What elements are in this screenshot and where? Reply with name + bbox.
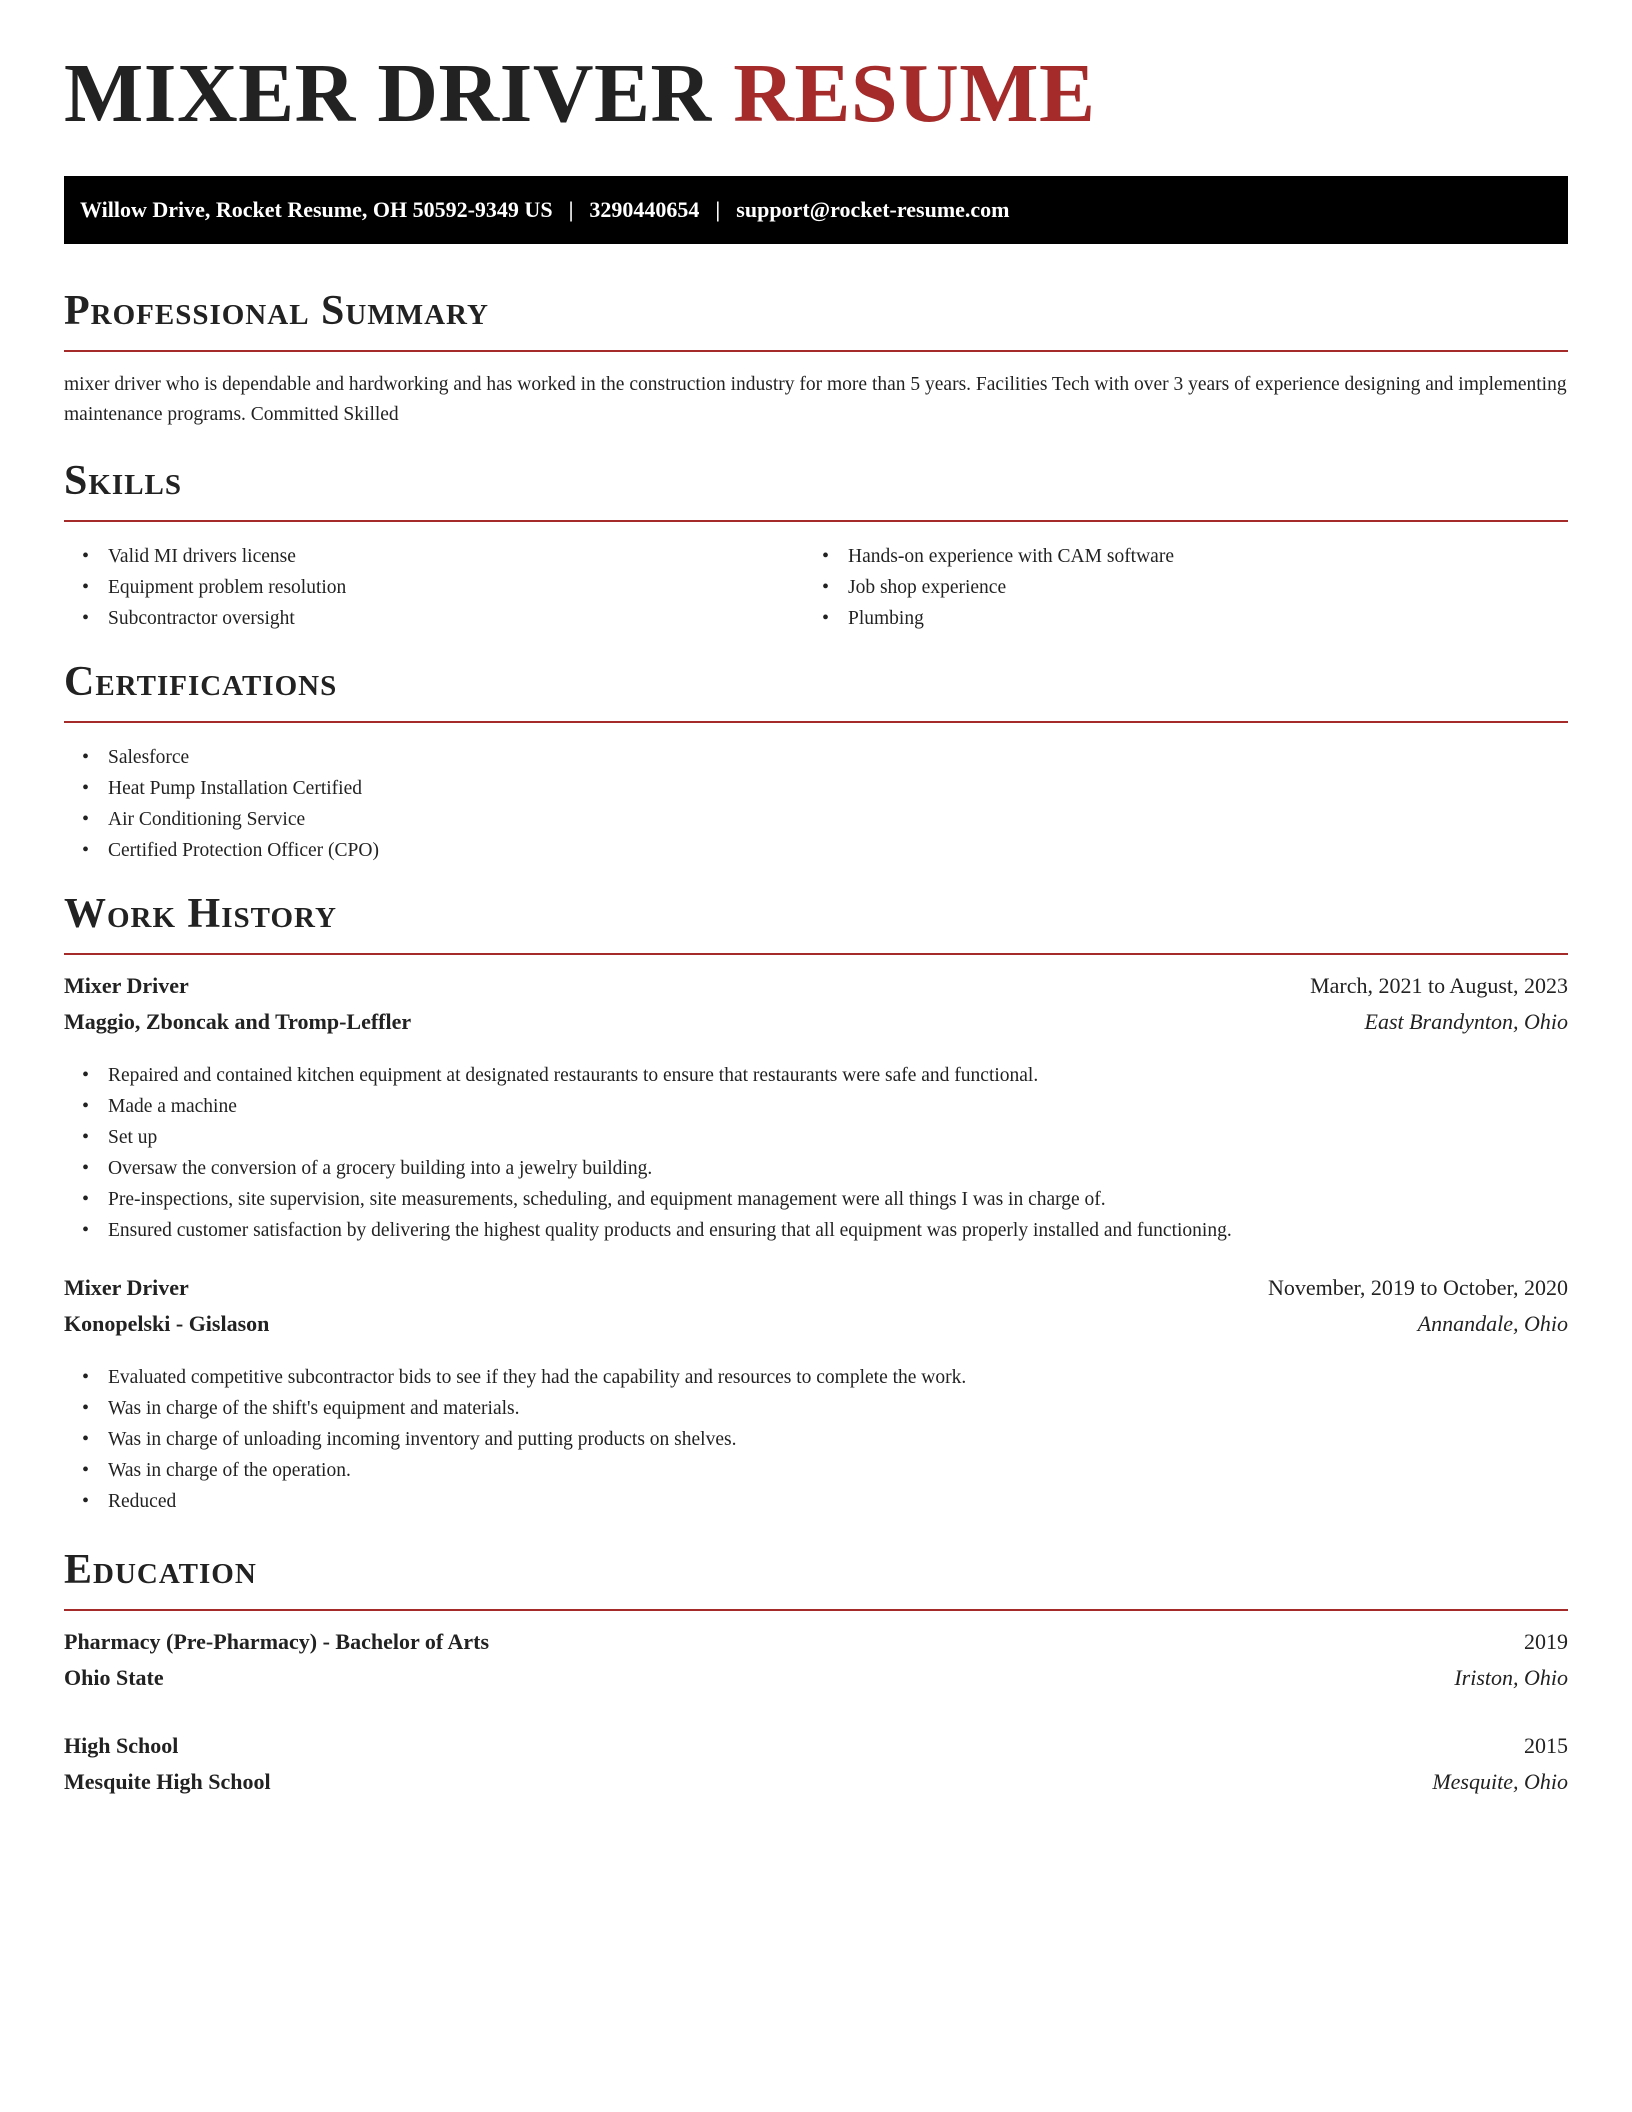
contact-separator: | xyxy=(568,197,574,222)
certification-item: • Air Conditioning Service xyxy=(64,804,379,835)
skills-left-column xyxy=(64,541,804,634)
title-accent: RESUME xyxy=(733,47,1096,140)
job-bullet: • Made a machine xyxy=(64,1091,1232,1122)
education-heading: Education xyxy=(64,1547,257,1593)
section-divider xyxy=(64,520,1568,522)
section-divider xyxy=(64,350,1568,352)
title-main: MIXER DRIVER xyxy=(64,47,712,140)
job-bullet: • Was in charge of the operation. xyxy=(64,1455,966,1486)
job-bullet: • Ensured customer satisfaction by delivering the highest quality products and ensuring that all equipment was properly installed and functioning. xyxy=(64,1215,1232,1246)
summary-heading: Professional Summary xyxy=(64,288,489,334)
contact-address: Willow Drive, Rocket Resume, OH 50592-9349 US xyxy=(80,197,553,222)
job-company: Konopelski - Gislason xyxy=(64,1311,270,1336)
certification-item: • Heat Pump Installation Certified xyxy=(64,773,379,804)
job-bullets xyxy=(64,1060,1232,1246)
job-bullet: • Repaired and contained kitchen equipment at designated restaurants to ensure that restaurants were safe and functional. xyxy=(64,1060,1232,1091)
education-year: 2015 xyxy=(1524,1733,1568,1758)
education-subheader xyxy=(64,1769,1568,1795)
section-divider xyxy=(64,953,1568,955)
contact-separator: | xyxy=(715,197,721,222)
skill-item: • Valid MI drivers license xyxy=(64,541,804,572)
job-location: East Brandynton, Ohio xyxy=(1364,1009,1568,1034)
education-location: Mesquite, Ohio xyxy=(1432,1769,1568,1794)
job-dates: November, 2019 to October, 2020 xyxy=(1267,1275,1568,1300)
job-title: Mixer Driver xyxy=(64,1275,189,1300)
education-degree: High School xyxy=(64,1733,179,1758)
skills-right-column xyxy=(804,541,1544,634)
job-bullets xyxy=(64,1362,966,1517)
job-bullet: • Set up xyxy=(64,1122,1232,1153)
education-header xyxy=(64,1629,1568,1655)
certifications-heading: Certifications xyxy=(64,659,338,705)
job-location: Annandale, Ohio xyxy=(1417,1311,1568,1336)
section-divider xyxy=(64,721,1568,723)
skill-item: • Hands-on experience with CAM software xyxy=(804,541,1544,572)
job-company: Maggio, Zboncak and Tromp-Leffler xyxy=(64,1009,412,1034)
summary-text: mixer driver who is dependable and hardworking and has worked in the construction industry for more than 5 years. Facilities Tech with over 3 years of experience designing and implementing maintenance programs. Committed Skilled xyxy=(64,374,1567,425)
skill-item: • Job shop experience xyxy=(804,572,1544,603)
skills-list xyxy=(64,541,1568,634)
skills-heading: Skills xyxy=(64,458,183,504)
education-year: 2019 xyxy=(1524,1629,1568,1654)
job-bullet: • Pre-inspections, site supervision, site measurements, scheduling, and equipment management were all things I was in charge of. xyxy=(64,1184,1232,1215)
skill-item: • Subcontractor oversight xyxy=(64,603,804,634)
job-bullet: • Was in charge of the shift's equipment and materials. xyxy=(64,1393,966,1424)
contact-bar xyxy=(64,176,1568,244)
education-school: Mesquite High School xyxy=(64,1769,271,1794)
certification-item: • Certified Protection Officer (CPO) xyxy=(64,835,379,866)
job-dates: March, 2021 to August, 2023 xyxy=(1310,973,1568,998)
education-subheader xyxy=(64,1665,1568,1691)
education-degree: Pharmacy (Pre-Pharmacy) - Bachelor of Arts xyxy=(64,1629,490,1654)
contact-phone: 3290440654 xyxy=(589,197,700,222)
job-bullet: • Evaluated competitive subcontractor bids to see if they had the capability and resources to complete the work. xyxy=(64,1362,966,1393)
work-history-heading: Work History xyxy=(64,891,337,937)
job-header xyxy=(64,973,1568,999)
job-header xyxy=(64,1275,1568,1301)
education-location: Iriston, Ohio xyxy=(1454,1665,1568,1690)
education-header xyxy=(64,1733,1568,1759)
job-title: Mixer Driver xyxy=(64,973,189,998)
contact-email: support@rocket-resume.com xyxy=(736,197,1010,222)
job-bullet: • Reduced xyxy=(64,1486,966,1517)
skill-item: • Plumbing xyxy=(804,603,1544,634)
section-divider xyxy=(64,1609,1568,1611)
job-bullet: • Oversaw the conversion of a grocery building into a jewelry building. xyxy=(64,1153,1232,1184)
skill-item: • Equipment problem resolution xyxy=(64,572,804,603)
certifications-list xyxy=(64,742,379,866)
certification-item: • Salesforce xyxy=(64,742,379,773)
job-bullet: • Was in charge of unloading incoming inventory and putting products on shelves. xyxy=(64,1424,966,1455)
job-subheader xyxy=(64,1311,1568,1337)
education-school: Ohio State xyxy=(64,1665,164,1690)
job-subheader xyxy=(64,1009,1568,1035)
resume-title xyxy=(64,47,1096,140)
